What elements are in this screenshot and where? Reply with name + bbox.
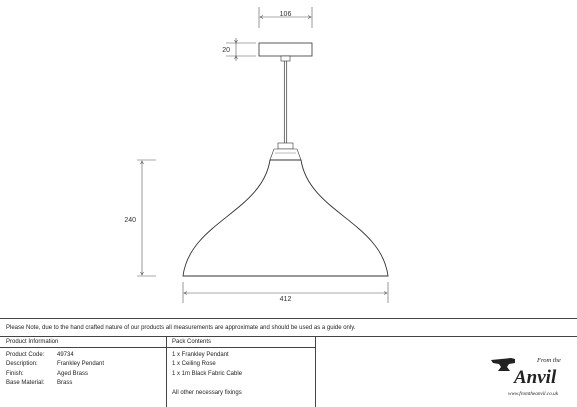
info-row — [6, 360, 104, 369]
lamp-holder-top — [278, 143, 293, 149]
info-label: Description: — [6, 361, 38, 368]
info-label: Product Code: — [6, 352, 45, 358]
pack-contents-heading: Pack Contents — [166, 337, 315, 348]
product-info-heading: Product Information — [0, 337, 166, 348]
rose-height-dimension — [226, 38, 256, 61]
info-value: Brass — [57, 380, 73, 387]
rose-cord-grip — [281, 56, 290, 61]
shade-height-dimension — [137, 160, 156, 276]
info-label: Finish: — [6, 370, 24, 377]
from-the-anvil-logo — [489, 352, 577, 406]
pack-item: 1 x Ceiling Rose — [172, 361, 216, 368]
info-label: Base Material: — [6, 380, 45, 387]
info-value: 49734 — [57, 352, 74, 358]
rose-width-label: 106 — [279, 11, 292, 18]
pack-item: 1 x Frankley Pendant — [172, 352, 229, 358]
pack-contents-list — [172, 351, 242, 398]
pendant-shade — [183, 160, 388, 276]
column-divider-2 — [315, 337, 316, 407]
rose-height-label: 20 — [222, 47, 230, 54]
info-value: Frankley Pendant — [57, 361, 105, 368]
product-info-table — [6, 351, 104, 389]
logo-brand: Anvil — [514, 367, 557, 388]
info-value: Aged Brass — [57, 370, 89, 377]
info-row — [6, 370, 104, 379]
anvil-icon — [491, 358, 515, 371]
measurement-note: Please Note, due to the hand crafted nature of our products all measurements are approximate and should be used as a guide only. — [0, 319, 577, 337]
ceiling-rose — [259, 43, 312, 56]
fabric-cable — [284, 61, 286, 143]
info-row — [6, 351, 104, 360]
logo-url: www.fromtheanvil.co.uk — [508, 391, 558, 397]
pack-item: 1 x 1m Black Fabric Cable — [172, 370, 243, 377]
pack-extra: All other necessary fixings — [172, 389, 242, 396]
logo-tagline: From the — [537, 357, 561, 364]
shade-height-label: 240 — [124, 217, 136, 224]
column-divider-1 — [166, 337, 167, 407]
info-row — [6, 379, 104, 388]
shade-width-label: 412 — [279, 296, 292, 303]
lamp-holder-collar — [270, 149, 301, 160]
